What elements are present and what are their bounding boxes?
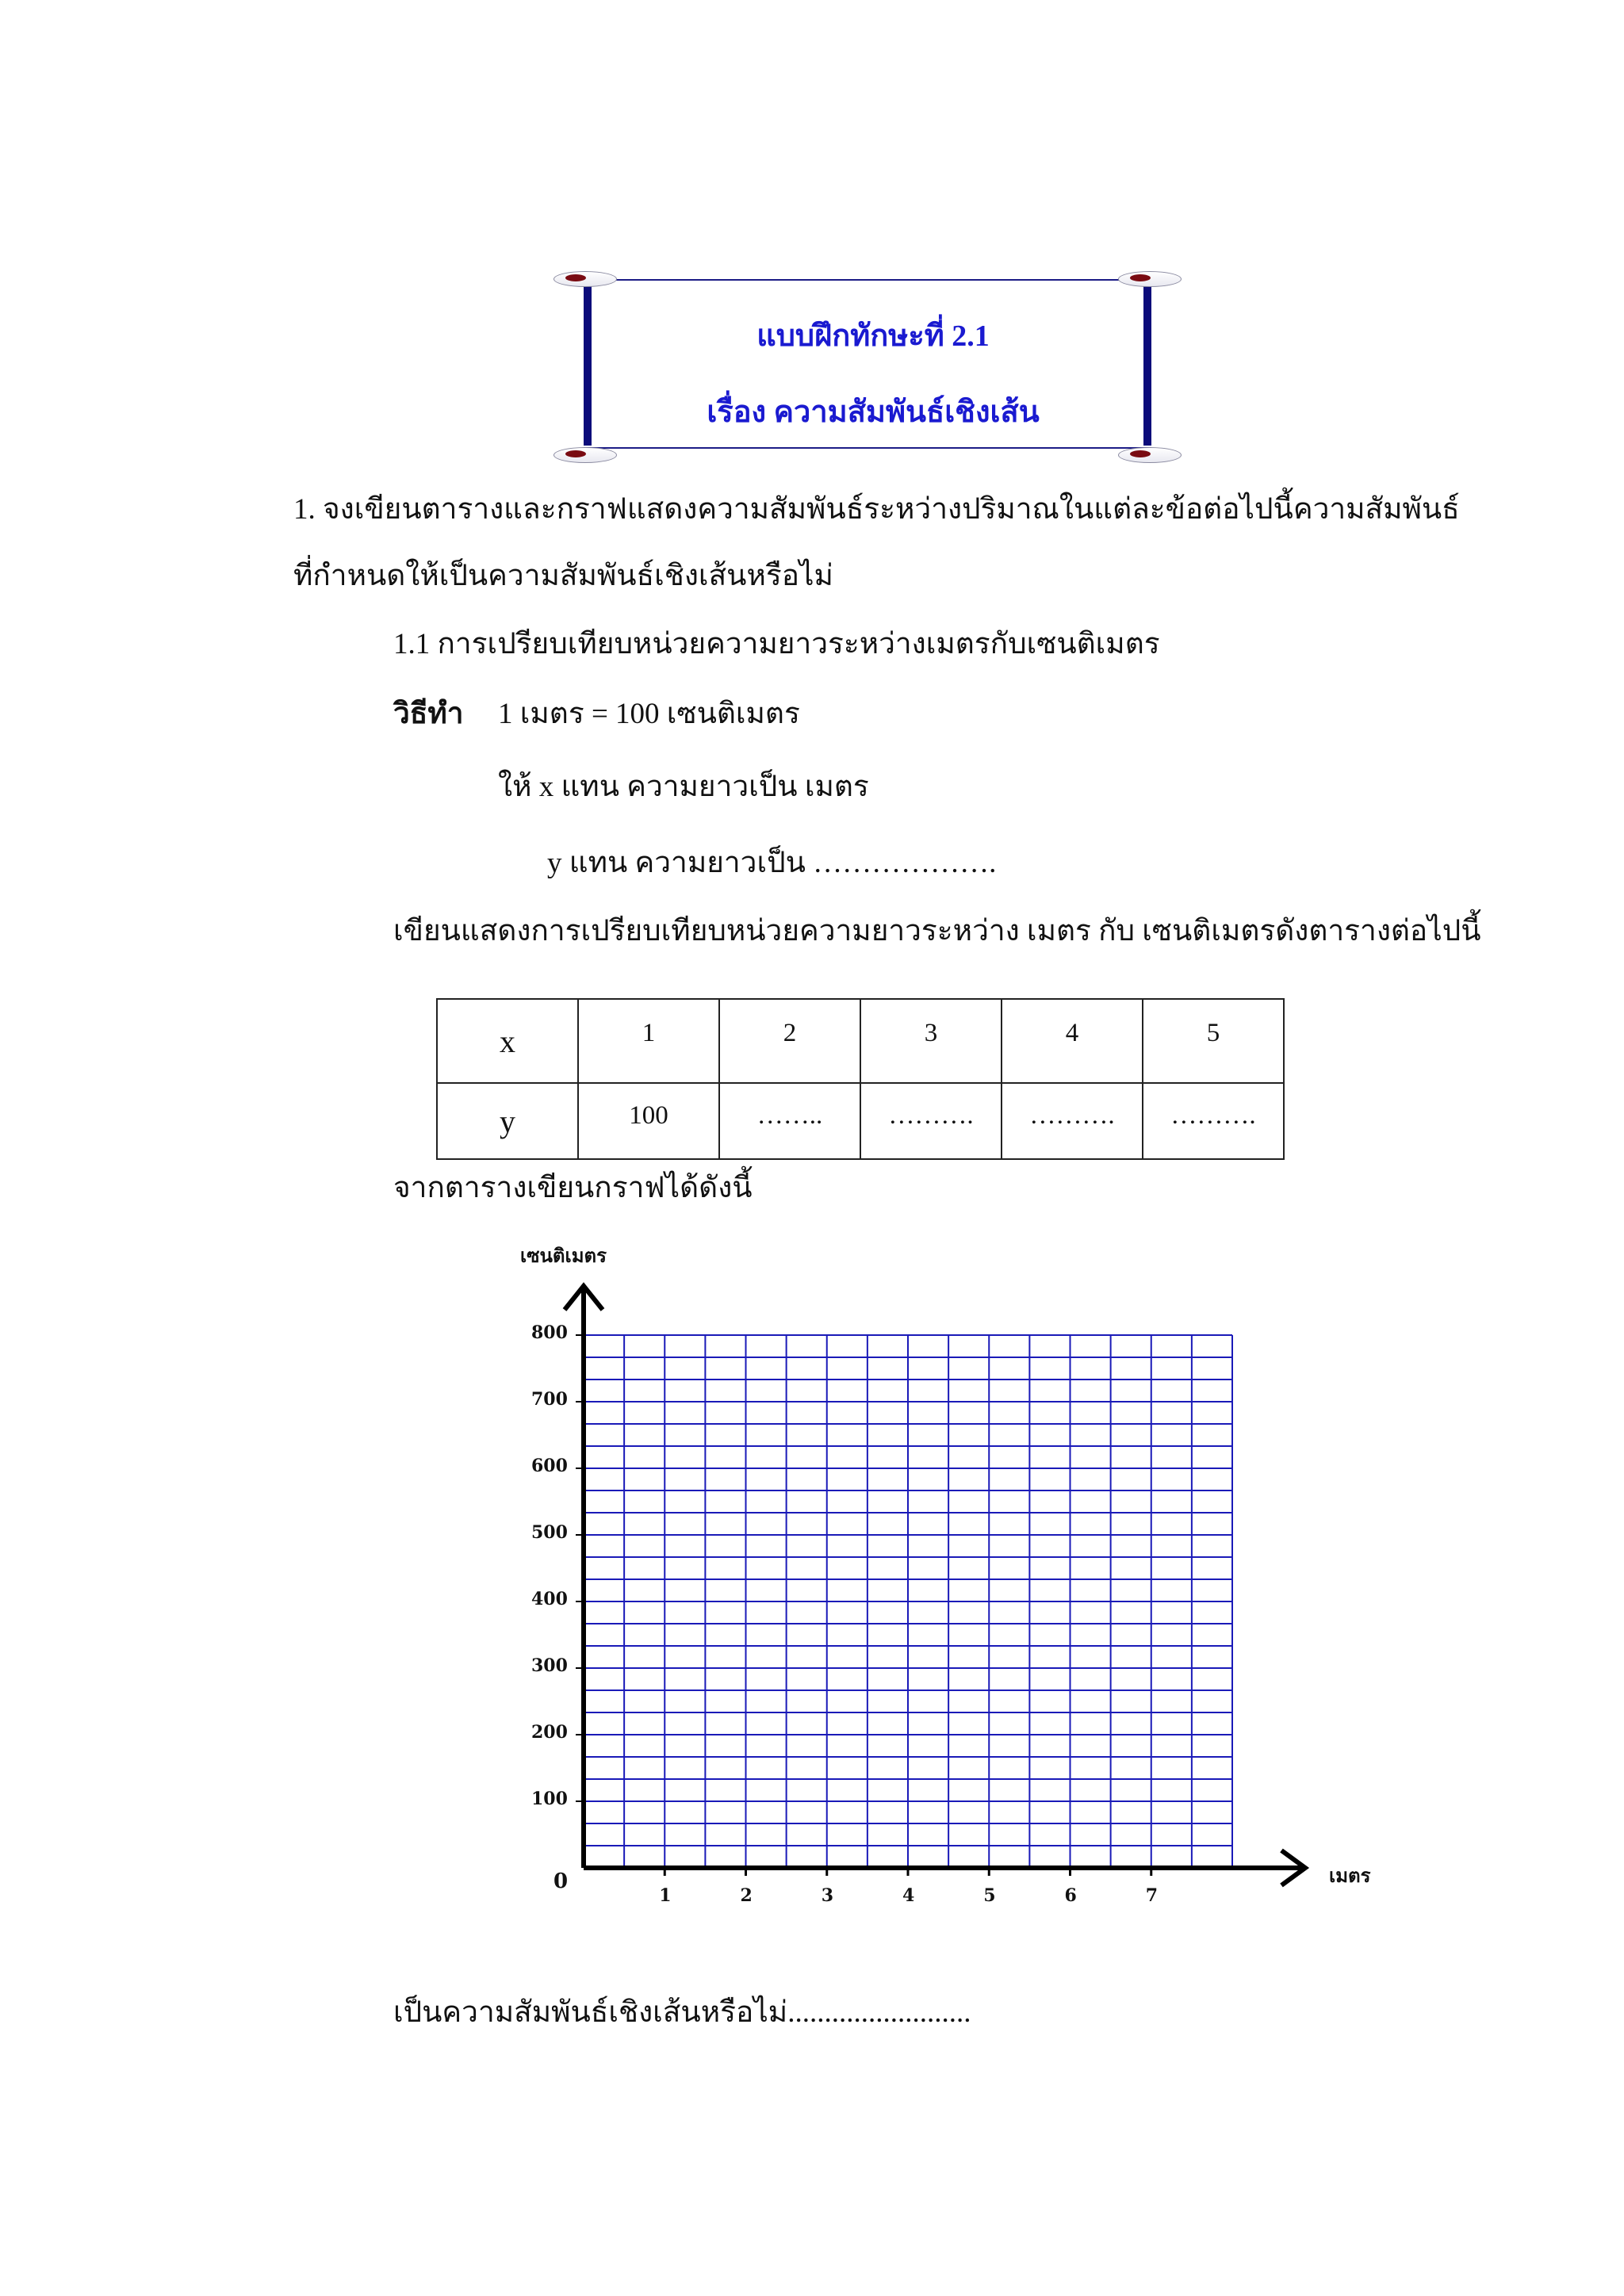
let-y: y แทน ความยาวเป็น ………………. bbox=[547, 847, 997, 879]
graph-intro: จากตารางเขียนกราฟได้ดังนี้ bbox=[393, 1172, 753, 1204]
y-tick-label: 300 bbox=[531, 1655, 568, 1676]
y-tick-label: 800 bbox=[531, 1322, 568, 1343]
table-cell: 4 bbox=[1002, 999, 1143, 1083]
x-tick-label: 3 bbox=[821, 1885, 834, 1906]
method-label: วิธีทำ bbox=[393, 698, 464, 730]
y-tick-label: 200 bbox=[531, 1722, 568, 1743]
x-tick-label: 1 bbox=[659, 1885, 672, 1906]
graph-area bbox=[508, 1229, 1404, 1927]
table-cell: 3 bbox=[860, 999, 1002, 1083]
table-cell: 5 bbox=[1143, 999, 1284, 1083]
table-cell: ………. bbox=[860, 1083, 1002, 1159]
y-tick-label: 600 bbox=[531, 1456, 568, 1476]
y-tick-label: 100 bbox=[531, 1789, 568, 1809]
x-axis-label: เมตร bbox=[1329, 1865, 1371, 1887]
banner-cap-bottom-right bbox=[1118, 447, 1182, 463]
banner-cap-bottom-left bbox=[553, 447, 617, 463]
question-line-1: 1. จงเขียนตารางและกราฟแสดงความสัมพันธ์ระหว่างปริมาณในแต่ละข้อต่อไปนี้ความสัมพันธ์ bbox=[293, 493, 1460, 526]
conversion-table bbox=[436, 998, 1285, 1160]
worksheet-title: แบบฝึกทักษะที่ 2.1 bbox=[756, 320, 990, 353]
y-tick-label: 500 bbox=[531, 1522, 568, 1543]
question-line-2: ที่กำหนดให้เป็นความสัมพันธ์เชิงเส้นหรือไม่ bbox=[293, 560, 833, 592]
x-tick-label: 7 bbox=[1145, 1885, 1159, 1906]
x-tick-label: 5 bbox=[983, 1885, 996, 1906]
table-cell: ………. bbox=[1002, 1083, 1143, 1159]
table-cell: ………. bbox=[1143, 1083, 1284, 1159]
title-banner bbox=[550, 268, 1196, 466]
table-row-y bbox=[437, 1083, 1284, 1159]
method-text: 1 เมตร = 100 เซนติเมตร bbox=[498, 698, 800, 730]
answer-line: เป็นความสัมพันธ์เชิงเส้นหรือไม่......................... bbox=[393, 1996, 971, 2029]
table-intro: เขียนแสดงการเปรียบเทียบหน่วยความยาวระหว่าง เมตร กับ เซนติเมตรดังตารางต่อไปนี้ bbox=[393, 915, 1481, 947]
table-cell-y-label: y bbox=[437, 1083, 578, 1159]
x-tick-label: 2 bbox=[740, 1885, 753, 1906]
y-axis-label: เซนติเมตร bbox=[520, 1245, 607, 1267]
let-x: ให้ x แทน ความยาวเป็น เมตร bbox=[498, 771, 869, 803]
table-cell: 100 bbox=[578, 1083, 719, 1159]
table-cell-x-label: x bbox=[437, 999, 578, 1083]
table-cell: 2 bbox=[719, 999, 860, 1083]
x-tick-label: 6 bbox=[1064, 1885, 1077, 1906]
y-tick-label: 400 bbox=[531, 1589, 568, 1609]
table-cell: 1 bbox=[578, 999, 719, 1083]
worksheet-topic: เรื่อง ความสัมพันธ์เชิงเส้น bbox=[707, 396, 1040, 429]
banner-cap-top-left bbox=[553, 271, 617, 287]
banner-cap-top-right bbox=[1118, 271, 1182, 287]
origin-label: 0 bbox=[553, 1869, 569, 1893]
table-cell: …….. bbox=[719, 1083, 860, 1159]
blank-graph bbox=[508, 1229, 1404, 1927]
table-row-x bbox=[437, 999, 1284, 1083]
subquestion: 1.1 การเปรียบเทียบหน่วยความยาวระหว่างเมตรกับเซนติเมตร bbox=[393, 628, 1160, 660]
x-tick-label: 4 bbox=[902, 1885, 915, 1906]
y-tick-label: 700 bbox=[531, 1389, 568, 1410]
